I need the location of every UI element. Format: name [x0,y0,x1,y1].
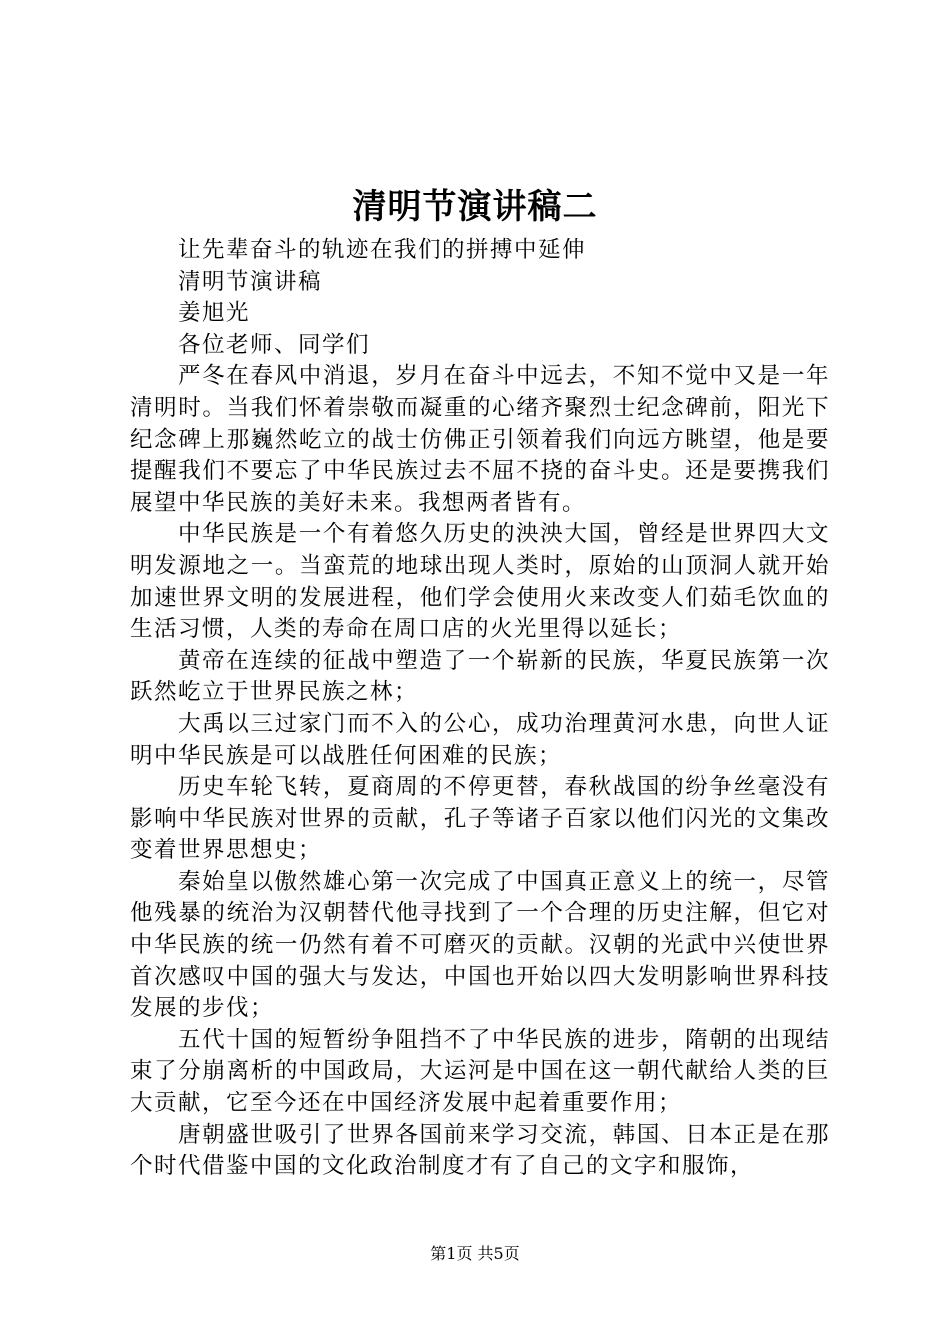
paragraph-speech-label: 清明节演讲稿 [178,268,323,295]
paragraph-body: 大禹以三过家门而不入的公心，成功治理黄河水患，向世人证明中华民族是可以战胜任何困难的民族； [130,710,830,769]
paragraph-body: 历史车轮飞转，夏商周的不停更替，春秋战国的纷争丝毫没有影响中华民族对世界的贡献，孔子等诸子百家以他们闪光的文集改变着世界思想史； [130,774,830,864]
paragraph-greeting: 各位老师、同学们 [178,331,371,358]
paragraph-body: 秦始皇以傲然雄心第一次完成了中国真正意义上的统一，尽管他残暴的统治为汉朝替代他寻找到了一个合理的历史注解，但它对中华民族的统一仍然有着不可磨灭的贡献。汉朝的光武中兴使世界首次感叹中国的强大与发达，中国也开始以四大发明影响世界科技发展的步伐； [130,868,830,1022]
paragraph-body: 唐朝盛世吸引了世界各国前来学习交流，韩国、日本正是在那个时代借鉴中国的文化政治制度才有了自己的文字和服饰， [130,1121,830,1180]
document-body [130,235,830,1183]
paragraph-subtitle: 让先辈奋斗的轨迹在我们的拼搏中延伸 [178,237,587,263]
document-title: 清明节演讲稿二 [352,187,598,227]
paragraph-body: 黄帝在连续的征战中塑造了一个崭新的民族，华夏民族第一次跃然屹立于世界民族之林； [130,647,830,706]
paragraph-author: 姜旭光 [178,300,251,327]
paragraph-body: 五代十国的短暂纷争阻挡不了中华民族的进步，隋朝的出现结束了分崩离析的中国政局，大运河是中国在这一朝代献给人类的巨大贡献，它至今还在中国经济发展中起着重要作用； [130,1026,830,1117]
page-footer: 第1页 共5页 [430,1244,520,1263]
paragraph-body: 严冬在春风中消退，岁月在奋斗中远去，不知不觉中又是一年清明时。当我们怀着崇敬而凝重的心绪齐聚烈士纪念碑前，阳光下纪念碑上那巍然屹立的战士仿佛正引领着我们向远方眺望，他是要提醒我们不要忘了中华民族过去不屈不挠的奋斗史。还是要携我们展望中华民族的美好未来。我想两者皆有。 [130,363,830,516]
paragraph-body: 中华民族是一个有着悠久历史的泱泱大国，曾经是世界四大文明发源地之一。当蛮荒的地球出现人类时，原始的山顶洞人就开始加速世界文明的发展进程，他们学会使用火来改变人们茹毛饮血的生活习惯，人类的寿命在周口店的火光里得以延长； [130,521,830,643]
